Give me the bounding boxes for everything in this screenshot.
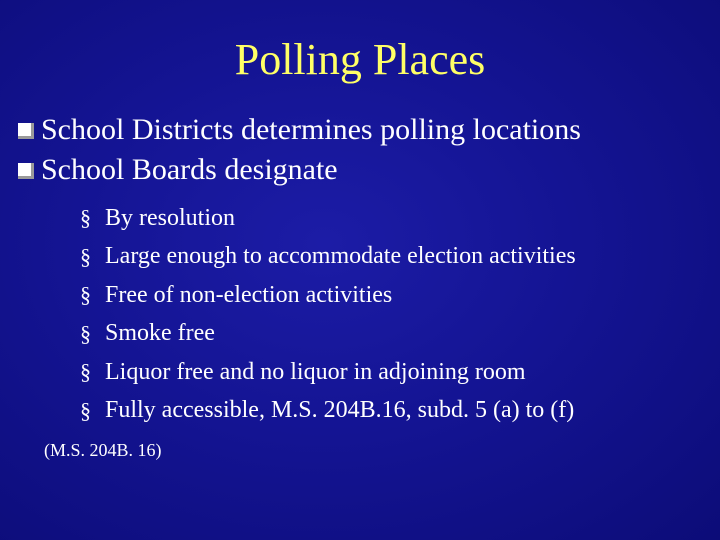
- sub-bullet-text: By resolution: [105, 204, 235, 231]
- bullet-item: [18, 150, 708, 190]
- sub-bullet-text: Liquor free and no liquor in adjoining room: [105, 358, 526, 385]
- slide-title: Polling Places: [234, 35, 486, 84]
- bullet-text: School Districts determines polling locations: [41, 113, 581, 146]
- bullet-list: [18, 110, 708, 190]
- section-sign-bullet-icon: §: [80, 282, 91, 308]
- checkbox-bullet-icon: [18, 163, 34, 179]
- sub-bullet-item: [80, 238, 710, 277]
- sub-bullet-text: Large enough to accommodate election activities: [105, 243, 576, 270]
- sub-bullet-item: [80, 199, 710, 238]
- section-sign-bullet-icon: §: [80, 359, 91, 385]
- sub-bullet-item: [80, 392, 710, 431]
- citation-footnote: (M.S. 204B. 16): [44, 440, 162, 460]
- checkbox-bullet-icon: [18, 123, 34, 139]
- section-sign-bullet-icon: §: [80, 320, 91, 346]
- sub-bullet-item: [80, 315, 710, 354]
- sub-bullet-text: Smoke free: [105, 320, 215, 347]
- bullet-text: School Boards designate: [41, 153, 338, 186]
- sub-bullet-text: Free of non-election activities: [105, 281, 393, 308]
- section-sign-bullet-icon: §: [80, 205, 91, 231]
- sub-bullet-item: [80, 353, 710, 392]
- section-sign-bullet-icon: §: [80, 397, 91, 423]
- sub-bullet-text: Fully accessible, M.S. 204B.16, subd. 5 (a) to (f): [105, 397, 575, 424]
- sub-bullet-item: [80, 276, 710, 315]
- bullet-item: [18, 110, 708, 150]
- section-sign-bullet-icon: §: [80, 243, 91, 269]
- sub-bullet-list: [80, 199, 710, 430]
